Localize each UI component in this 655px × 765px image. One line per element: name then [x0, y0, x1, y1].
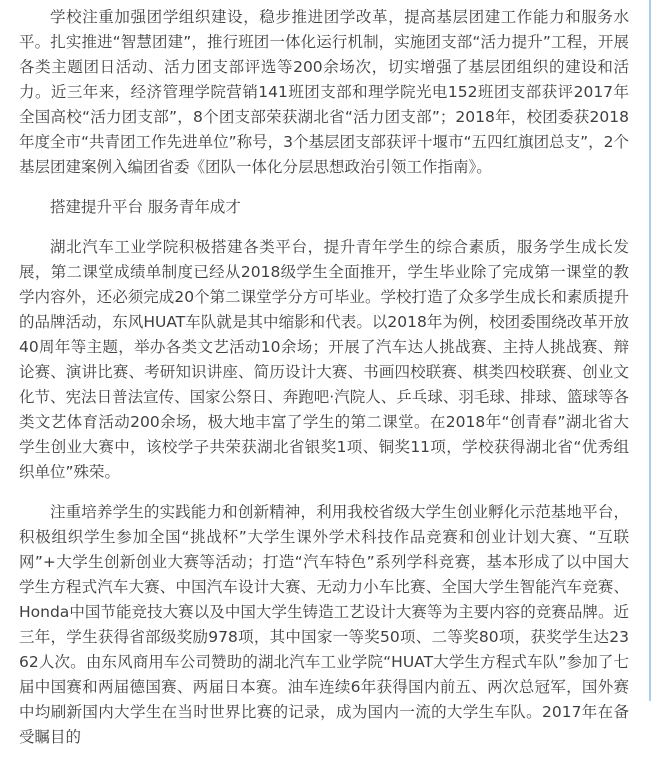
paragraph-practice-innovation: 注重培养学生的实践能力和创新精神，利用我校省级大学生创业孵化示范基地平台，积极组织学生参加全国“挑战杯”大学生课外学术科技作品竞赛和创业计划大赛、“互联网”+大学生创新创业大赛等活动；打造“汽车特色”系列学科竞赛，基本形成了以中国大学生方程式汽车大赛、中国汽车设计大赛、无动力小车比赛、全国大学生智能汽车竞赛、Honda中国节能竞技大赛以及中国大学生铸造工艺设计大赛等为主要内容的竞赛品牌。近三年，学生获得省部级奖励978项，其中国家一等奖50项、二等奖80项，获奖学生达2362人次。由东风商用车公司赞助的湖北汽车工业学院“HUAT大学生方程式车队”参加了七届中国赛和两届德国赛、两届日本赛。油车连续6年获得国内前五、两次总冠军，国外赛中均刷新国内大学生在当时世界比赛的记录，成为国内一流的大学生车队。2017年在备受瞩目的	[19, 503, 629, 746]
paragraph-league-building: 学校注重加强团学组织建设，稳步推进团学改革，提高基层团建工作能力和服务水平。扎实推进“智慧团建”，推行班团一体化运行机制，实施团支部“活力提升”工程，开展各类主题团日活动、活力团支部评选等200余场次，切实增强了基层团组织的建设和活力。近三年来，经济管理学院营销141班团支部和理学院光电152班团支部获评2017年全国高校“活力团支部”，8个团支部荣获湖北省“活力团支部”；2018年，校团委获2018年度全市“共青团工作先进单位”称号，3个基层团支部获评十堰市“五四红旗团总支”，2个基层团建案例入编团省委《团队一体化分层思想政治引领工作指南》。	[19, 8, 629, 176]
content-right-border	[649, 0, 651, 701]
paragraph-platform-building: 湖北汽车工业学院积极搭建各类平台，提升青年学生的综合素质，服务学生成长发展，第二课堂成绩单制度已经从2018级学生全面推开，学生毕业除了完成第一课堂的教学内容外，还必须完成20个第二课堂学分方可毕业。学校打造了众多学生成长和素质提升的品牌活动，东风HUAT车队就是其中缩影和代表。以2018年为例，校团委围绕改革开放40周年等主题，举办各类文艺活动10余场；开展了汽车达人挑战赛、主持人挑战赛、辩论赛、演讲比赛、考研知识讲座、简历设计大赛、书画四校联赛、棋类四校联赛、创业文化节、宪法日普法宣传、国家公祭日、奔跑吧·汽院人、乒乓球、羽毛球、排球、篮球等各类文艺体育活动200余场，极大地丰富了学生的第二课堂。在2018年“创青春”湖北省大学生创业大赛中，该校学子共荣获湖北省银奖1项、铜奖11项，学校获得湖北省“优秀组织单位”殊荣。	[19, 238, 629, 481]
article-body	[19, 5, 629, 765]
section-heading-platform-service: 搭建提升平台 服务青年成才	[50, 198, 241, 216]
